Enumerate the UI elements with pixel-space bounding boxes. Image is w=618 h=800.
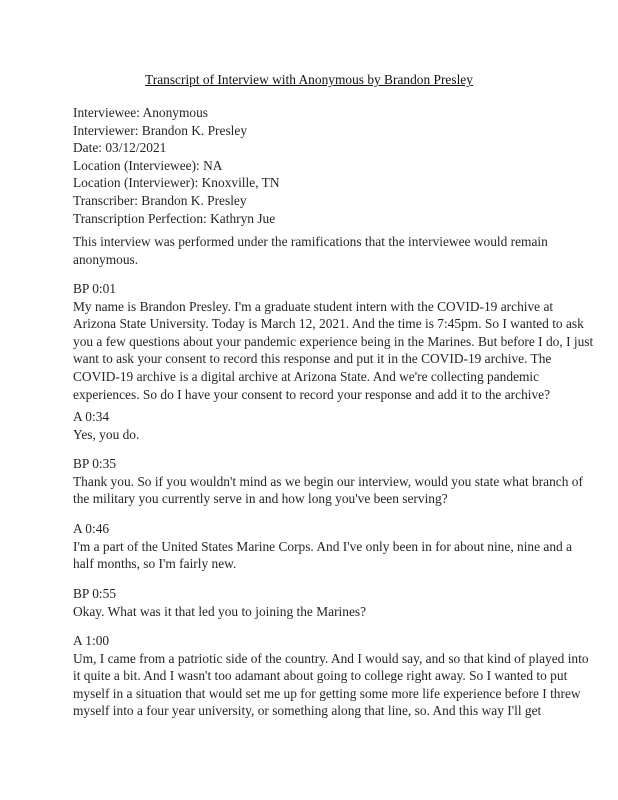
turn-line: Um, I came from a patriotic side of the country. And I would say, and so that kind of played into	[73, 650, 589, 666]
intro-line: anonymous.	[73, 251, 139, 267]
speaker-timestamp: BP 0:01	[73, 281, 117, 296]
turn-line: Yes, you do.	[73, 426, 140, 442]
turn-line: the military you currently serve in and how long you've been serving?	[73, 491, 448, 507]
meta-interviewee: Interviewee: Anonymous	[73, 105, 208, 120]
turn-line: experiences. So do I have your consent to record your response and add it to the archive?	[73, 386, 551, 402]
turn-line: COVID-19 archive is a digital archive at Arizona State. And we're collecting pandemic	[73, 368, 540, 384]
meta-location-interviewer: Location (Interviewer): Knoxville, TN	[73, 175, 280, 191]
meta-interviewer: Interviewer: Brandon K. Presley	[73, 122, 248, 138]
transcript-turn	[73, 585, 553, 620]
turn-line: I'm a part of the United States Marine Corps. And I've only been in for about nine, nine and a	[73, 538, 573, 554]
meta-date: Date: 03/12/2021	[73, 140, 167, 156]
document-title: Transcript of Interview with Anonymous by Brandon Presley	[145, 72, 473, 87]
meta-location-interviewee: Location (Interviewee): NA	[73, 157, 223, 173]
meta-transcriber: Transcriber: Brandon K. Presley	[73, 192, 247, 208]
transcript-turn	[73, 408, 553, 443]
speaker-timestamp: BP 0:35	[73, 456, 117, 471]
turn-line: it quite a bit. And I wasn't too adamant about going to college right away. So I wanted to put	[73, 668, 568, 684]
meta-transcription-perfection: Transcription Perfection: Kathryn Jue	[73, 210, 276, 226]
speaker-timestamp: A 1:00	[73, 633, 110, 648]
transcript-turn	[73, 632, 589, 720]
transcript-turn	[73, 280, 594, 403]
turn-line: Arizona State University. Today is March 12, 2021. And the time is 7:45pm. So I wanted to ask	[73, 316, 584, 332]
transcript-turn	[73, 520, 573, 573]
intro-line: This interview was performed under the ramifications that the interviewee would remain	[73, 234, 548, 249]
turn-line: you a few questions about your pandemic experience being in the Marines. But before I do, I just	[73, 333, 594, 349]
intro-paragraph	[73, 233, 553, 268]
turn-line: My name is Brandon Presley. I'm a graduate student intern with the COVID-19 archive at	[73, 298, 554, 314]
turn-line: myself into a four year university, or something along that line, so. And this way I'll get	[73, 703, 542, 719]
turn-line: Okay. What was it that led you to joining the Marines?	[73, 603, 367, 619]
speaker-timestamp: A 0:34	[73, 409, 110, 424]
interview-metadata	[73, 104, 280, 227]
transcript-turn	[73, 455, 583, 508]
turn-line: Thank you. So if you wouldn't mind as we begin our interview, would you state what branch of	[73, 473, 583, 489]
turn-line: myself in a situation that would set me up for getting some more life experience before I threw	[73, 685, 581, 701]
turn-line: half months, so I'm fairly new.	[73, 556, 237, 572]
speaker-timestamp: BP 0:55	[73, 586, 117, 601]
speaker-timestamp: A 0:46	[73, 521, 110, 536]
turn-line: want to ask your consent to record this response and put it in the COVID-19 archive. The	[73, 351, 552, 367]
